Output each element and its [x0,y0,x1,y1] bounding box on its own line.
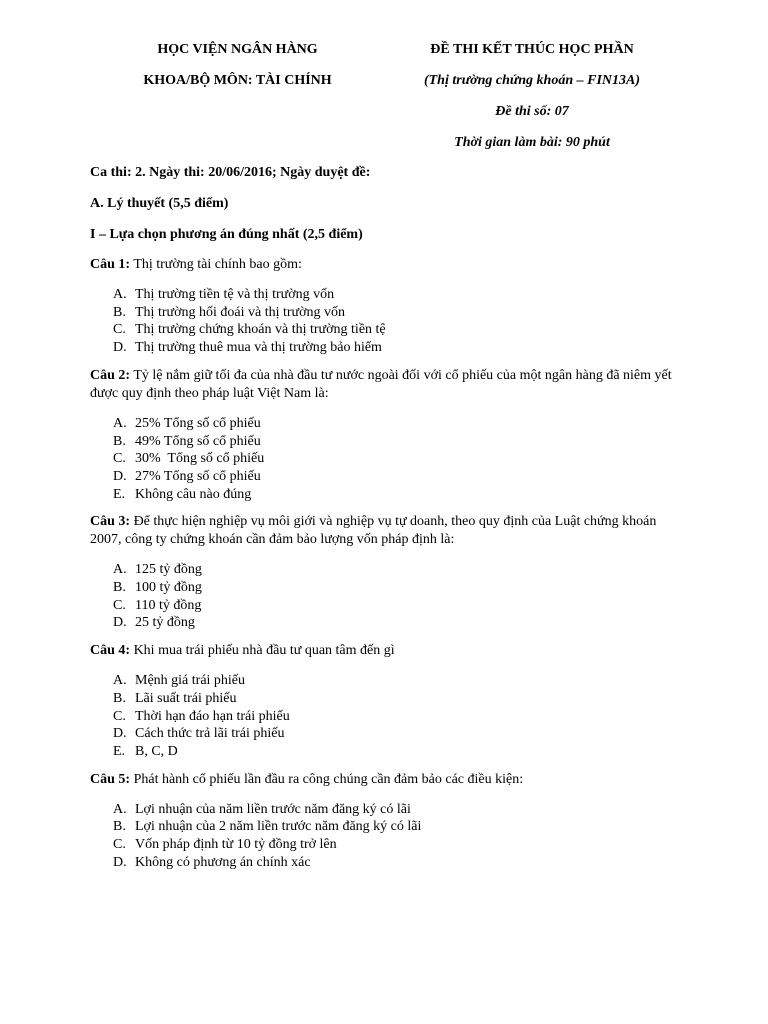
option-item [113,725,690,743]
option-letter: A. [113,562,127,578]
option-letter: C. [113,451,126,467]
option-letter: E. [113,743,126,759]
question-4 [90,642,690,660]
option-item [113,339,690,357]
option-letter: B. [113,690,126,706]
option-text: Thời hạn đáo hạn trái phiếu [135,708,290,724]
question-label: Câu 5: [90,771,131,787]
question-3 [90,513,690,549]
question-5-options [90,801,690,872]
exam-duration: Thời gian làm bài: 90 phút [454,135,610,150]
question-5 [90,771,690,789]
option-letter: D. [113,726,127,742]
option-text: B, C, D [135,743,178,759]
option-text: 25% Tổng số cổ phiếu [135,415,261,431]
option-item [113,614,690,632]
option-item [113,450,690,468]
option-letter: A. [113,287,127,302]
question-text: Để thực hiện nghiệp vụ môi giới và nghiệp vụ tự doanh, theo quy định của Luật chứng khoán 2007, công ty chứng khoán cần đảm bảo lượng vốn pháp định là: [90,514,657,548]
question-2-options [90,415,690,504]
option-text: 110 tỷ đồng [135,597,202,613]
option-text: 125 tỷ đồng [135,562,202,578]
option-text: Cách thức trả lãi trái phiếu [135,726,285,742]
option-text: 49% Tổng số cổ phiếu [135,433,261,449]
option-text: Thị trường chứng khoán và thị trường tiền tệ [135,322,386,338]
question-label: Câu 4: [90,643,131,659]
option-item [113,708,690,726]
question-text: Phát hành cổ phiếu lần đầu ra công chúng cần đảm bảo các điều kiện: [133,771,524,787]
option-item [113,836,690,854]
header-left [110,38,365,100]
option-text: Thị trường thuê mua và thị trường bảo hiểm [135,340,382,356]
question-text: Khi mua trái phiếu nhà đầu tư quan tâm đến gì [133,643,395,659]
option-letter: B. [113,580,126,596]
option-letter: D. [113,468,127,484]
exam-content [90,163,690,881]
question-label: Câu 3: [90,514,131,530]
department-name: KHOA/BỘ MÔN: TÀI CHÍNH [143,73,332,88]
option-letter: C. [113,322,126,338]
option-item [113,286,690,304]
option-text: 100 tỷ đồng [135,580,202,596]
option-letter: A. [113,801,127,817]
question-2 [90,367,690,403]
option-letter: B. [113,433,126,449]
exam-title: ĐỀ THI KẾT THÚC HỌC PHẦN [430,42,634,57]
exam-meta: Ca thi: 2. Ngày thi: 20/06/2016; Ngày duyệt đề: [90,165,371,180]
option-item [113,690,690,708]
option-letter: B. [113,819,126,835]
option-text: Thị trường tiền tệ và thị trường vốn [135,287,335,302]
option-letter: B. [113,304,126,320]
option-letter: D. [113,340,127,356]
option-item [113,321,690,339]
question-label: Câu 1: [90,257,131,272]
option-item [113,801,690,819]
question-label: Câu 2: [90,367,131,383]
header-right [392,38,672,162]
option-item [113,486,690,504]
option-letter: D. [113,854,127,870]
option-item [113,597,690,615]
option-item [113,415,690,433]
question-1-options [90,286,690,357]
institution-name: HỌC VIỆN NGÂN HÀNG [157,42,318,57]
option-letter: C. [113,837,126,853]
option-item [113,304,690,322]
option-text: Lãi suất trái phiếu [135,690,237,706]
option-letter: C. [113,708,126,724]
exam-number: Đề thi số: 07 [495,104,569,119]
option-item [113,561,690,579]
option-letter: C. [113,597,126,613]
option-item [113,579,690,597]
option-text: 27% Tổng số cổ phiếu [135,468,261,484]
option-text: Lợi nhuận của 2 năm liền trước năm đăng ký có lãi [135,819,422,835]
option-item [113,433,690,451]
option-item [113,743,690,761]
section-i-heading: I – Lựa chọn phương án đúng nhất (2,5 điểm) [90,227,363,242]
option-item [113,468,690,486]
option-text: 25 tỷ đồng [135,615,195,631]
option-text: Vốn pháp định từ 10 tỷ đồng trở lên [135,837,337,853]
question-4-options [90,672,690,761]
question-3-options [90,561,690,632]
section-a-heading: A. Lý thuyết (5,5 điểm) [90,196,229,211]
option-letter: A. [113,415,127,431]
option-text: Không có phương án chính xác [135,854,311,870]
option-item [113,854,690,872]
option-item [113,672,690,690]
question-text: Thị trường tài chính bao gồm: [133,257,302,272]
option-letter: A. [113,673,127,689]
option-text: Thị trường hối đoái và thị trường vốn [135,304,346,320]
option-letter: E. [113,486,126,502]
question-1 [90,256,690,274]
course-name: (Thị trường chứng khoán – FIN13A) [423,73,641,88]
option-text: Không câu nào đúng [135,486,252,502]
option-text: Mệnh giá trái phiếu [135,673,246,689]
question-text: Tỷ lệ nắm giữ tối đa của nhà đầu tư nước ngoài đối với cổ phiếu của một ngân hàng đã niêm yết được quy định theo pháp luật Việt Nam là: [90,367,672,401]
option-letter: D. [113,615,127,631]
option-text: Lợi nhuận của năm liền trước năm đăng ký có lãi [135,801,411,817]
option-item [113,818,690,836]
option-text: 30% Tổng số cổ phiếu [135,451,265,467]
